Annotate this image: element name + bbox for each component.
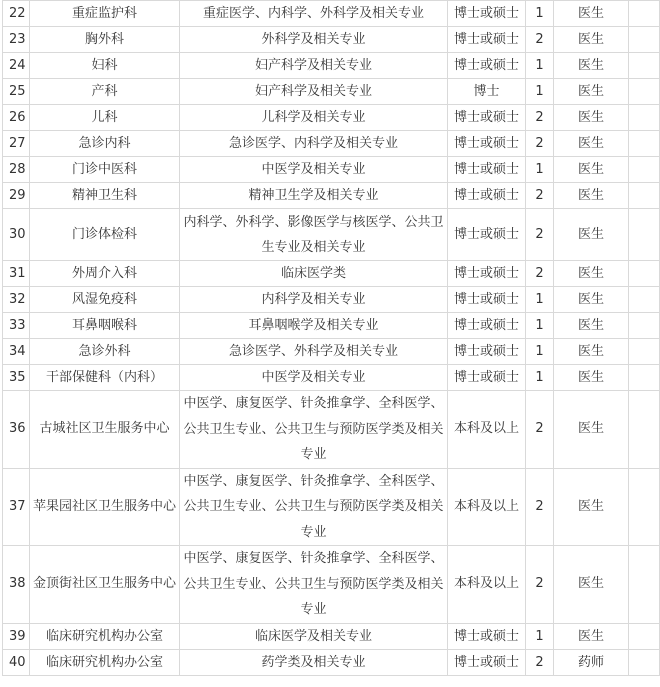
table-row bbox=[3, 27, 660, 53]
row-number: 32 bbox=[3, 287, 30, 313]
degree-cell: 博士或硕士 bbox=[448, 649, 526, 675]
table-row bbox=[3, 365, 660, 391]
table-row bbox=[3, 313, 660, 339]
blank-cell bbox=[629, 79, 660, 105]
table-row bbox=[3, 339, 660, 365]
department-cell: 门诊中医科 bbox=[30, 157, 180, 183]
table-row bbox=[3, 183, 660, 209]
major-cell: 急诊医学、内科学及相关专业 bbox=[180, 131, 448, 157]
major-cell: 外科学及相关专业 bbox=[180, 27, 448, 53]
row-number: 31 bbox=[3, 261, 30, 287]
major-cell: 精神卫生学及相关专业 bbox=[180, 183, 448, 209]
blank-cell bbox=[629, 468, 660, 546]
blank-cell bbox=[629, 183, 660, 209]
table-row bbox=[3, 623, 660, 649]
position-cell: 医生 bbox=[554, 183, 629, 209]
row-number: 38 bbox=[3, 546, 30, 624]
count-cell: 2 bbox=[526, 183, 554, 209]
blank-cell bbox=[629, 209, 660, 261]
degree-cell: 博士或硕士 bbox=[448, 261, 526, 287]
degree-cell: 本科及以上 bbox=[448, 546, 526, 624]
count-cell: 1 bbox=[526, 313, 554, 339]
row-number: 30 bbox=[3, 209, 30, 261]
row-number: 26 bbox=[3, 105, 30, 131]
table-row bbox=[3, 649, 660, 675]
department-cell: 急诊外科 bbox=[30, 339, 180, 365]
row-number: 27 bbox=[3, 131, 30, 157]
major-cell: 重症医学、内科学、外科学及相关专业 bbox=[180, 1, 448, 27]
count-cell: 2 bbox=[526, 261, 554, 287]
department-cell: 儿科 bbox=[30, 105, 180, 131]
degree-cell: 博士或硕士 bbox=[448, 365, 526, 391]
row-number: 24 bbox=[3, 53, 30, 79]
blank-cell bbox=[629, 131, 660, 157]
department-cell: 苹果园社区卫生服务中心 bbox=[30, 468, 180, 546]
count-cell: 2 bbox=[526, 209, 554, 261]
table-row bbox=[3, 468, 660, 546]
row-number: 29 bbox=[3, 183, 30, 209]
row-number: 28 bbox=[3, 157, 30, 183]
position-cell: 医生 bbox=[554, 1, 629, 27]
major-cell: 中医学、康复医学、针灸推拿学、全科医学、公共卫生专业、公共卫生与预防医学类及相关专业 bbox=[180, 546, 448, 624]
degree-cell: 博士或硕士 bbox=[448, 183, 526, 209]
blank-cell bbox=[629, 546, 660, 624]
position-cell: 医生 bbox=[554, 623, 629, 649]
table-row bbox=[3, 546, 660, 624]
department-cell: 门诊体检科 bbox=[30, 209, 180, 261]
blank-cell bbox=[629, 157, 660, 183]
position-cell: 医生 bbox=[554, 365, 629, 391]
position-cell: 医生 bbox=[554, 391, 629, 469]
blank-cell bbox=[629, 365, 660, 391]
major-cell: 药学类及相关专业 bbox=[180, 649, 448, 675]
major-cell: 中医学、康复医学、针灸推拿学、全科医学、公共卫生专业、公共卫生与预防医学类及相关专业 bbox=[180, 391, 448, 469]
position-cell: 医生 bbox=[554, 131, 629, 157]
blank-cell bbox=[629, 53, 660, 79]
count-cell: 1 bbox=[526, 365, 554, 391]
position-cell: 医生 bbox=[554, 79, 629, 105]
row-number: 36 bbox=[3, 391, 30, 469]
department-cell: 风湿免疫科 bbox=[30, 287, 180, 313]
blank-cell bbox=[629, 261, 660, 287]
department-cell: 妇科 bbox=[30, 53, 180, 79]
blank-cell bbox=[629, 649, 660, 675]
count-cell: 1 bbox=[526, 157, 554, 183]
degree-cell: 博士 bbox=[448, 79, 526, 105]
department-cell: 古城社区卫生服务中心 bbox=[30, 391, 180, 469]
degree-cell: 博士或硕士 bbox=[448, 131, 526, 157]
position-cell: 医生 bbox=[554, 53, 629, 79]
row-number: 35 bbox=[3, 365, 30, 391]
blank-cell bbox=[629, 287, 660, 313]
row-number: 37 bbox=[3, 468, 30, 546]
count-cell: 1 bbox=[526, 1, 554, 27]
major-cell: 内科学、外科学、影像医学与核医学、公共卫生专业及相关专业 bbox=[180, 209, 448, 261]
position-cell: 医生 bbox=[554, 339, 629, 365]
degree-cell: 博士或硕士 bbox=[448, 209, 526, 261]
degree-cell: 博士或硕士 bbox=[448, 53, 526, 79]
row-number: 40 bbox=[3, 649, 30, 675]
row-number: 33 bbox=[3, 313, 30, 339]
degree-cell: 博士或硕士 bbox=[448, 313, 526, 339]
position-cell: 医生 bbox=[554, 313, 629, 339]
major-cell: 妇产科学及相关专业 bbox=[180, 79, 448, 105]
position-cell: 医生 bbox=[554, 27, 629, 53]
major-cell: 儿科学及相关专业 bbox=[180, 105, 448, 131]
blank-cell bbox=[629, 1, 660, 27]
count-cell: 1 bbox=[526, 53, 554, 79]
blank-cell bbox=[629, 105, 660, 131]
blank-cell bbox=[629, 313, 660, 339]
department-cell: 干部保健科（内科） bbox=[30, 365, 180, 391]
table-row bbox=[3, 79, 660, 105]
recruitment-table bbox=[2, 0, 660, 676]
department-cell: 金顶街社区卫生服务中心 bbox=[30, 546, 180, 624]
table-row bbox=[3, 391, 660, 469]
major-cell: 耳鼻咽喉学及相关专业 bbox=[180, 313, 448, 339]
position-cell: 医生 bbox=[554, 157, 629, 183]
count-cell: 2 bbox=[526, 468, 554, 546]
table-row bbox=[3, 105, 660, 131]
department-cell: 重症监护科 bbox=[30, 1, 180, 27]
degree-cell: 博士或硕士 bbox=[448, 623, 526, 649]
count-cell: 2 bbox=[526, 27, 554, 53]
department-cell: 临床研究机构办公室 bbox=[30, 649, 180, 675]
position-cell: 医生 bbox=[554, 546, 629, 624]
major-cell: 妇产科学及相关专业 bbox=[180, 53, 448, 79]
table-row bbox=[3, 1, 660, 27]
count-cell: 1 bbox=[526, 339, 554, 365]
degree-cell: 博士或硕士 bbox=[448, 27, 526, 53]
degree-cell: 博士或硕士 bbox=[448, 339, 526, 365]
department-cell: 产科 bbox=[30, 79, 180, 105]
department-cell: 急诊内科 bbox=[30, 131, 180, 157]
count-cell: 2 bbox=[526, 105, 554, 131]
position-cell: 医生 bbox=[554, 261, 629, 287]
department-cell: 耳鼻咽喉科 bbox=[30, 313, 180, 339]
count-cell: 2 bbox=[526, 649, 554, 675]
count-cell: 2 bbox=[526, 131, 554, 157]
position-cell: 医生 bbox=[554, 209, 629, 261]
count-cell: 2 bbox=[526, 546, 554, 624]
department-cell: 外周介入科 bbox=[30, 261, 180, 287]
major-cell: 中医学及相关专业 bbox=[180, 157, 448, 183]
position-cell: 药师 bbox=[554, 649, 629, 675]
major-cell: 中医学、康复医学、针灸推拿学、全科医学、公共卫生专业、公共卫生与预防医学类及相关专业 bbox=[180, 468, 448, 546]
position-cell: 医生 bbox=[554, 468, 629, 546]
count-cell: 1 bbox=[526, 623, 554, 649]
department-cell: 胸外科 bbox=[30, 27, 180, 53]
degree-cell: 博士或硕士 bbox=[448, 105, 526, 131]
degree-cell: 本科及以上 bbox=[448, 391, 526, 469]
blank-cell bbox=[629, 391, 660, 469]
position-cell: 医生 bbox=[554, 287, 629, 313]
table-row bbox=[3, 157, 660, 183]
degree-cell: 博士或硕士 bbox=[448, 1, 526, 27]
degree-cell: 博士或硕士 bbox=[448, 287, 526, 313]
count-cell: 1 bbox=[526, 79, 554, 105]
major-cell: 内科学及相关专业 bbox=[180, 287, 448, 313]
table-row bbox=[3, 261, 660, 287]
count-cell: 1 bbox=[526, 287, 554, 313]
row-number: 25 bbox=[3, 79, 30, 105]
major-cell: 临床医学及相关专业 bbox=[180, 623, 448, 649]
table-row bbox=[3, 287, 660, 313]
row-number: 34 bbox=[3, 339, 30, 365]
blank-cell bbox=[629, 27, 660, 53]
position-cell: 医生 bbox=[554, 105, 629, 131]
table-body bbox=[3, 1, 660, 676]
table-row bbox=[3, 53, 660, 79]
table-row bbox=[3, 131, 660, 157]
blank-cell bbox=[629, 339, 660, 365]
department-cell: 精神卫生科 bbox=[30, 183, 180, 209]
degree-cell: 本科及以上 bbox=[448, 468, 526, 546]
degree-cell: 博士或硕士 bbox=[448, 157, 526, 183]
row-number: 39 bbox=[3, 623, 30, 649]
count-cell: 2 bbox=[526, 391, 554, 469]
major-cell: 急诊医学、外科学及相关专业 bbox=[180, 339, 448, 365]
row-number: 23 bbox=[3, 27, 30, 53]
table-row bbox=[3, 209, 660, 261]
major-cell: 中医学及相关专业 bbox=[180, 365, 448, 391]
blank-cell bbox=[629, 623, 660, 649]
major-cell: 临床医学类 bbox=[180, 261, 448, 287]
department-cell: 临床研究机构办公室 bbox=[30, 623, 180, 649]
row-number: 22 bbox=[3, 1, 30, 27]
